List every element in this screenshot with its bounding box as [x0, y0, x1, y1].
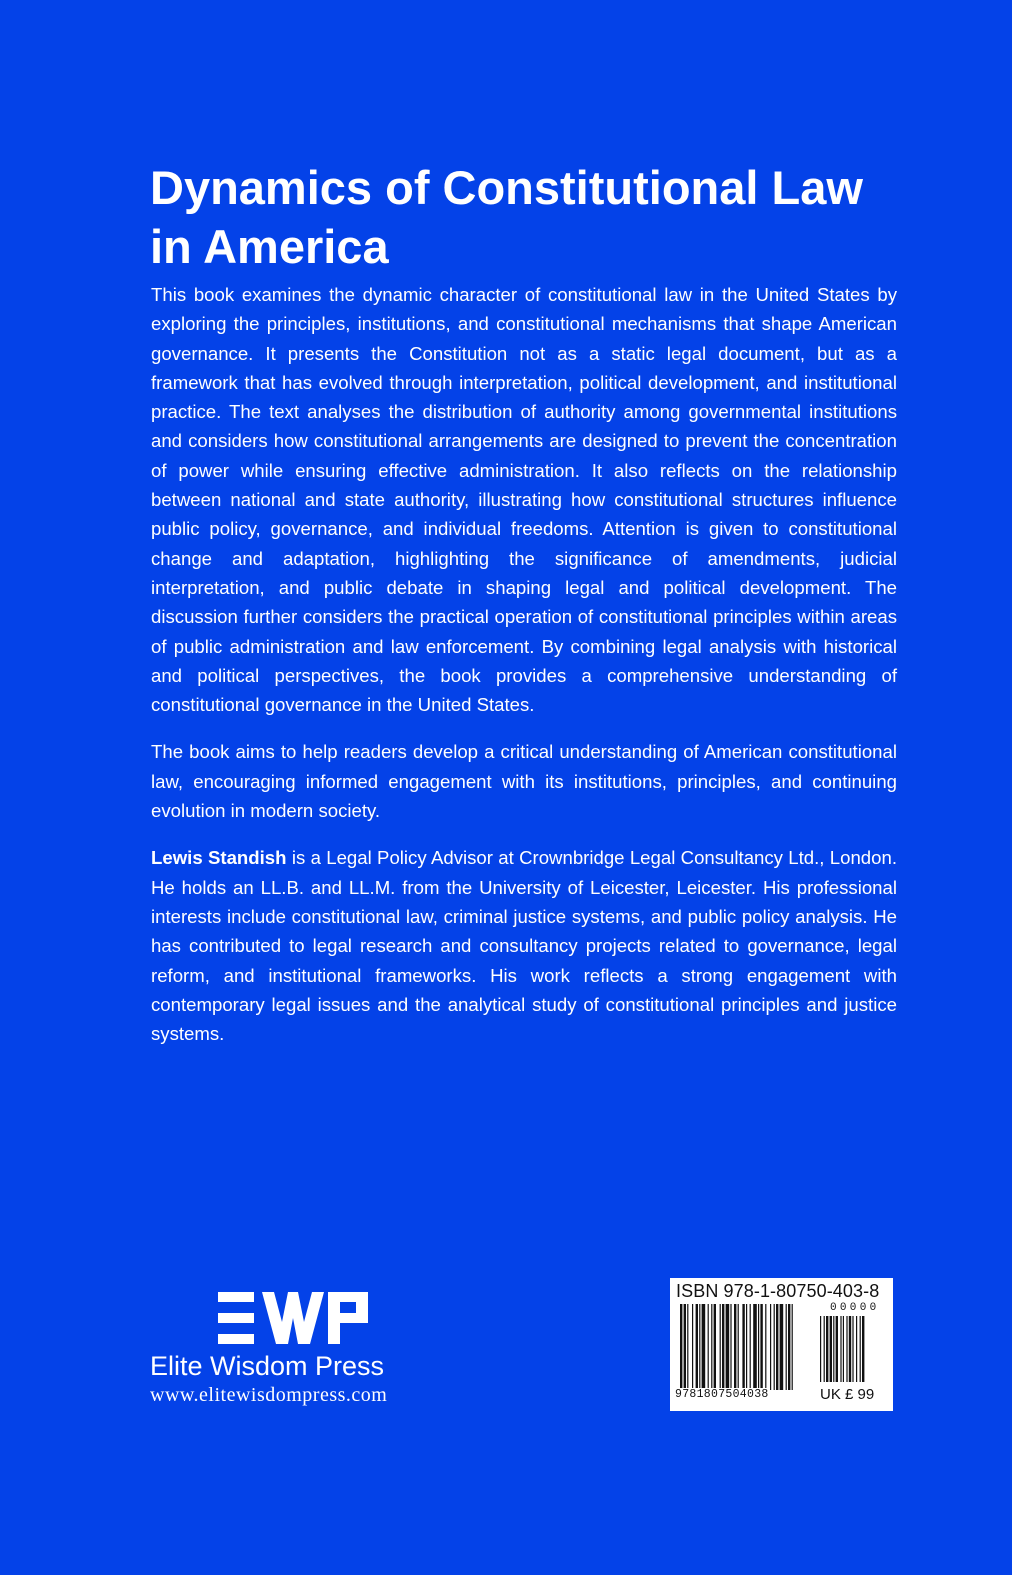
barcode-bar	[750, 1304, 751, 1390]
barcode-bar	[738, 1304, 739, 1390]
barcode-bar	[788, 1304, 790, 1390]
barcode-bar	[702, 1304, 706, 1390]
ewp-logo-icon	[218, 1292, 368, 1344]
price-label: UK £ 99	[820, 1386, 875, 1403]
author-name: Lewis Standish	[151, 847, 287, 869]
book-title	[150, 158, 910, 276]
barcode-bar	[760, 1304, 762, 1390]
barcode-bar	[765, 1304, 766, 1390]
barcode-bar	[774, 1304, 775, 1390]
addon-bar	[860, 1316, 861, 1382]
addon-bar	[820, 1316, 821, 1382]
barcode-bar	[770, 1304, 771, 1390]
addon-bar	[826, 1316, 828, 1382]
addon-bar	[836, 1316, 838, 1382]
barcode-bar	[684, 1304, 686, 1390]
addon-bar	[843, 1316, 844, 1382]
addon-bar	[852, 1316, 853, 1382]
barcode-bar	[786, 1304, 787, 1390]
barcode-bar	[720, 1304, 721, 1390]
barcode-bar	[758, 1304, 759, 1390]
barcode-bar	[722, 1304, 724, 1390]
barcode-bar	[708, 1304, 709, 1390]
isbn-label: ISBN 978-1-80750-403-8	[676, 1281, 880, 1301]
barcode-bar	[696, 1304, 698, 1390]
barcode-bar	[746, 1304, 747, 1390]
barcode-bar	[730, 1304, 731, 1390]
barcode-bar	[714, 1304, 716, 1390]
publisher-name: Elite Wisdom Press	[150, 1351, 385, 1381]
barcode-bar	[711, 1304, 712, 1390]
barcode-bar	[780, 1304, 784, 1390]
barcode-bar	[734, 1304, 736, 1390]
book-title-line2: in America	[150, 220, 389, 273]
addon-bar	[862, 1316, 864, 1382]
barcode-bar	[699, 1304, 700, 1390]
ean-digits: 9781807504038	[675, 1388, 769, 1401]
addon-bar	[846, 1316, 847, 1382]
barcode-bar	[792, 1304, 793, 1390]
barcode-bar	[776, 1304, 778, 1390]
barcode-bar	[753, 1304, 757, 1390]
publisher-url[interactable]: www.elitewisdompress.com	[150, 1384, 388, 1406]
barcode-bar	[726, 1304, 730, 1390]
addon-bar	[833, 1316, 834, 1382]
isbn-barcode	[670, 1278, 893, 1411]
description-paragraph: This book examines the dynamic character of constitutional law in the United States by exploring the principles, institutions, and constitutional mechanisms that shape American governance. It presents the Constitution not as a static legal document, but as a framework that has evolved through interpretation, political development, and institutional practice. The text analyses the distribution of authority among governmental institutions and considers how constitutional arrangements are designed to prevent the concentration of power while ensuring effective administration. It also reflects on the relationship between national and state authority, illustrating how constitutional structures influence public policy, governance, and individual freedoms. Attention is given to constitutional change and adaptation, highlighting the significance of amendments, judicial interpretation, and public debate in shaping legal and political development. The discussion further considers the practical operation of constitutional principles within areas of public administration and law enforcement. By combining legal analysis with historical and political perspectives, the book provides a comprehensive understanding of constitutional governance in the United States.	[151, 284, 897, 716]
blurb	[151, 280, 897, 1066]
author-bio: is a Legal Policy Advisor at Crownbridge Legal Consultancy Ltd., London. He holds an LL.B. and LL.M. from the University of Leicester, Leicester. His professional interests include constitutional law, criminal justice systems, and public policy analysis. He has contributed to legal research and consultancy projects related to governance, legal reform, and institutional frameworks. His work reflects a strong engagement with contemporary legal issues and the analytical study of constitutional principles and justice systems.	[151, 847, 897, 1045]
addon-bar	[824, 1316, 825, 1382]
publisher-logo	[150, 1292, 440, 1408]
addon-digits: 00000	[830, 1302, 880, 1314]
book-title-line1: Dynamics of Constitutional Law	[150, 161, 863, 214]
addon-bar	[830, 1316, 832, 1382]
aim-paragraph: The book aims to help readers develop a critical understanding of American constitutional law, encouraging informed engagement with its institutions, principles, and continuing evolution in modern society.	[151, 741, 897, 822]
barcode-bar	[680, 1304, 682, 1390]
addon-bar	[849, 1316, 851, 1382]
addon-bar	[840, 1316, 841, 1382]
barcode-bar	[692, 1304, 693, 1390]
barcode-bar	[742, 1304, 744, 1390]
author-bio-paragraph	[151, 843, 897, 1048]
addon-bar	[856, 1316, 857, 1382]
barcode-bar	[687, 1304, 688, 1390]
